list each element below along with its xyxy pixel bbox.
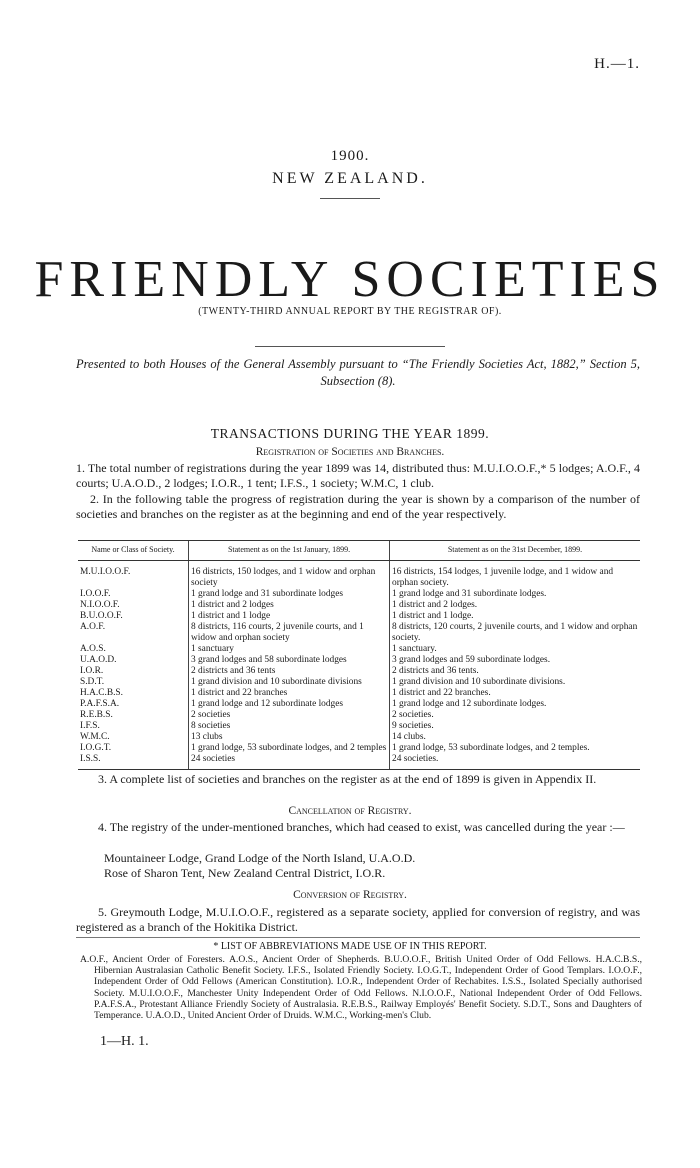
january-statement: 16 districts, 150 lodges, and 1 widow and orphan society xyxy=(189,561,390,590)
december-statement: 9 societies. xyxy=(390,721,641,732)
page-footer: 1—H. 1. xyxy=(100,1034,149,1049)
society-name: I.O.R. xyxy=(80,666,104,676)
december-statement: 1 sanctuary. xyxy=(390,644,641,655)
table-row xyxy=(78,732,640,743)
table-row xyxy=(78,699,640,710)
society-name: I.F.S. xyxy=(80,721,100,731)
conversion-heading: Conversion of Registry. xyxy=(293,889,407,901)
january-statement: 8 societies xyxy=(189,721,390,732)
january-statement: 24 societies xyxy=(189,754,390,770)
cancelled-branch: Rose of Sharon Tent, New Zealand Central District, I.O.R. xyxy=(104,866,386,880)
abbreviations-list xyxy=(80,954,642,1021)
table-row xyxy=(78,688,640,699)
december-statement: 2 districts and 36 tents. xyxy=(390,666,641,677)
january-statement: 1 district and 22 branches xyxy=(189,688,390,699)
society-name: A.O.F. xyxy=(80,622,106,632)
page-subtitle: (TWENTY-THIRD ANNUAL REPORT BY THE REGISTRAR OF). xyxy=(198,306,502,317)
registration-heading: Registration of Societies and Branches. xyxy=(255,446,445,458)
january-statement: 1 grand division and 10 subordinate divisions xyxy=(189,677,390,688)
column-header-december: Statement as on the 31st December, 1899. xyxy=(390,541,641,561)
january-statement: 13 clubs xyxy=(189,732,390,743)
december-statement: 1 grand lodge and 31 subordinate lodges. xyxy=(390,589,641,600)
paragraph-2: 2. In the following table the progress of registration during the year is shown by a comparison of the number of societies and branches on the register as at the beginning and end of the year respectively. xyxy=(76,492,640,521)
paragraph-3: 3. A complete list of societies and branches on the register as at the end of 1899 is given in Appendix II. xyxy=(98,772,597,786)
society-name: B.U.O.O.F. xyxy=(80,611,123,621)
table-row xyxy=(78,589,640,600)
cancelled-branch: Mountaineer Lodge, Grand Lodge of the North Island, U.A.O.D. xyxy=(104,851,416,865)
presentation-note: Presented to both Houses of the General Assembly pursuant to “The Friendly Societies Act, 1882,” Section 5, Subsection (8). xyxy=(76,357,640,388)
december-statement: 1 district and 1 lodge. xyxy=(390,611,641,622)
january-statement: 1 grand lodge and 31 subordinate lodges xyxy=(189,589,390,600)
society-name: I.O.O.F. xyxy=(80,589,111,599)
table-row xyxy=(78,655,640,666)
december-statement: 1 grand lodge and 12 subordinate lodges. xyxy=(390,699,641,710)
society-name: P.A.F.S.A. xyxy=(80,699,120,709)
society-name: M.U.I.O.O.F. xyxy=(80,567,131,577)
section-title: TRANSACTIONS DURING THE YEAR 1899. xyxy=(210,426,490,441)
publication-year: 1900. xyxy=(330,148,370,164)
table-row xyxy=(78,721,640,732)
december-statement: 1 grand lodge, 53 subordinate lodges, and 2 temples. xyxy=(390,743,641,754)
society-name: S.D.T. xyxy=(80,677,105,687)
december-statement: 3 grand lodges and 59 subordinate lodges. xyxy=(390,655,641,666)
paragraph-1: 1. The total number of registrations during the year 1899 was 14, distributed thus: M.U.I.O.O.F.,* 5 lodges; A.O.F., 4 courts; U.A.O.D., 2 lodges; I.O.R., 1 tent; I.F.S., 1 society; W.M.C, 1 club. xyxy=(76,461,640,490)
december-statement: 8 districts, 120 courts, 2 juvenile courts, and 1 widow and orphan society. xyxy=(390,622,641,644)
table-row xyxy=(78,561,640,590)
january-statement: 1 sanctuary xyxy=(189,644,390,655)
january-statement: 2 societies xyxy=(189,710,390,721)
december-statement: 2 societies. xyxy=(390,710,641,721)
table-row xyxy=(78,666,640,677)
january-statement: 8 districts, 116 courts, 2 juvenile courts, and 1 widow and orphan society xyxy=(189,622,390,644)
january-statement: 3 grand lodges and 58 subordinate lodges xyxy=(189,655,390,666)
column-header-society: Name or Class of Society. xyxy=(78,541,189,561)
society-name: I.S.S. xyxy=(78,754,189,770)
society-name: W.M.C. xyxy=(80,732,110,742)
december-statement: 14 clubs. xyxy=(390,732,641,743)
society-name: U.A.O.D. xyxy=(80,655,117,665)
table-row xyxy=(78,600,640,611)
society-name: H.A.C.B.S. xyxy=(80,688,123,698)
table-row xyxy=(78,677,640,688)
society-name: N.I.O.O.F. xyxy=(80,600,120,610)
abbreviations-text: A.O.F., Ancient Order of Foresters. A.O.S., Ancient Order of Shepherds. B.U.O.O.F., British United Order of Odd Fellows. H.A.C.B.S., Hibernian Australasian Catholic Benefit Society. I.F.S., Isolated Friendly Society. I.O.G.T., Independent Order of Good Templars. I.O.O.F., Independent Order of Odd Fellows (American Constitution). I.O.R., Independent Order of Rechabites. I.S.S., Isolated Specially authorised Society. M.U.I.O.O.F., Manchester Unity Independent Order of Odd Fellows. N.I.O.O.F., National Independent Order of Odd Fellows. P.A.F.S.A., Protestant Alliance Friendly Society of Australasia. R.E.B.S., Railway Employés' Benefit Society. S.D.T., Sons and Daughters of Temperance. U.A.O.D., United Ancient Order of Druids. W.M.C., Working-men's Club. xyxy=(80,954,642,1022)
page-title: FRIENDLY SOCIETIES xyxy=(34,251,666,308)
registration-table xyxy=(78,540,640,770)
footnote-divider xyxy=(76,937,640,938)
december-statement: 1 district and 2 lodges. xyxy=(390,600,641,611)
divider xyxy=(255,346,445,347)
society-name: A.O.S. xyxy=(80,644,106,654)
january-statement: 1 grand lodge, 53 subordinate lodges, and 2 temples xyxy=(189,743,390,754)
table-row xyxy=(78,710,640,721)
cancellation-heading: Cancellation of Registry. xyxy=(288,805,412,817)
paragraph-5: 5. Greymouth Lodge, M.U.I.O.O.F., registered as a separate society, applied for conversion of registry, and was registered as a branch of the Hokitika District. xyxy=(76,905,640,934)
abbreviations-heading: * LIST OF ABBREVIATIONS MADE USE OF IN THIS REPORT. xyxy=(213,941,487,952)
december-statement: 16 districts, 154 lodges, 1 juvenile lodge, and 1 widow and orphan society. xyxy=(390,561,641,590)
table-row xyxy=(78,644,640,655)
document-reference: H.—1. xyxy=(594,56,640,72)
january-statement: 1 grand lodge and 12 subordinate lodges xyxy=(189,699,390,710)
paragraph-4: 4. The registry of the under-mentioned branches, which had ceased to exist, was cancelled during the year :— xyxy=(98,820,625,834)
country-title: NEW ZEALAND. xyxy=(272,170,428,187)
table-row xyxy=(78,754,640,770)
column-header-january: Statement as on the 1st January, 1899. xyxy=(189,541,390,561)
january-statement: 2 districts and 36 tents xyxy=(189,666,390,677)
december-statement: 24 societies. xyxy=(390,754,641,770)
january-statement: 1 district and 1 lodge xyxy=(189,611,390,622)
december-statement: 1 district and 22 branches. xyxy=(390,688,641,699)
december-statement: 1 grand division and 10 subordinate divisions. xyxy=(390,677,641,688)
divider xyxy=(320,198,380,199)
society-name: R.E.B.S. xyxy=(80,710,113,720)
january-statement: 1 district and 2 lodges xyxy=(189,600,390,611)
table-row xyxy=(78,743,640,754)
table-row xyxy=(78,622,640,644)
society-name: I.O.G.T. xyxy=(80,743,112,753)
table-row xyxy=(78,611,640,622)
